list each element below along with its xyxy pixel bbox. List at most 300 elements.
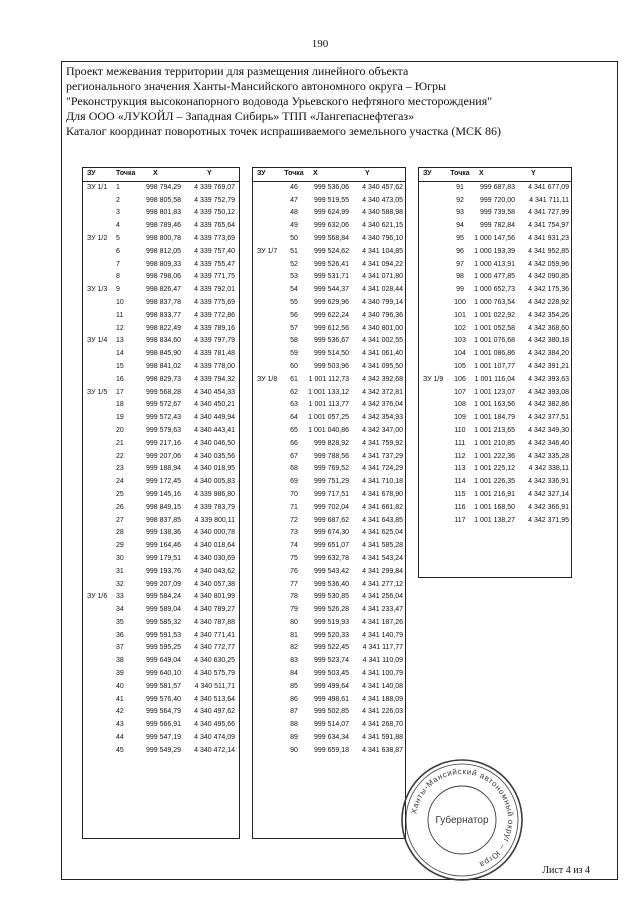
x-cell: 998 826,47 bbox=[145, 286, 181, 294]
table-row bbox=[83, 604, 239, 617]
table-row bbox=[253, 438, 405, 451]
x-cell: 1 001 052,58 bbox=[474, 324, 515, 332]
y-cell: 4 339 765,64 bbox=[194, 222, 235, 230]
x-cell: 999 522,45 bbox=[313, 644, 349, 652]
header-zone: ЗУ bbox=[423, 170, 432, 177]
y-cell: 4 340 030,69 bbox=[194, 554, 235, 562]
y-cell: 4 341 095,50 bbox=[362, 362, 403, 370]
table-row bbox=[253, 310, 405, 323]
table-row bbox=[253, 655, 405, 668]
y-cell: 4 339 789,16 bbox=[194, 324, 235, 332]
x-cell: 999 172,45 bbox=[145, 478, 181, 486]
x-cell: 999 188,94 bbox=[145, 465, 181, 473]
header-x: X bbox=[479, 170, 484, 177]
y-cell: 4 341 711,11 bbox=[529, 196, 569, 204]
point-cell: 111 bbox=[454, 439, 466, 447]
table-row bbox=[419, 489, 571, 502]
point-cell: 20 bbox=[116, 426, 124, 434]
table-row bbox=[83, 642, 239, 655]
x-cell: 998 841,02 bbox=[145, 362, 181, 370]
y-cell: 4 342 354,26 bbox=[528, 311, 569, 319]
table-row bbox=[83, 233, 239, 246]
table-row bbox=[253, 706, 405, 719]
point-cell: 74 bbox=[290, 542, 298, 550]
table-row bbox=[253, 387, 405, 400]
x-cell: 999 589,04 bbox=[145, 606, 181, 614]
table-row bbox=[83, 271, 239, 284]
y-cell: 4 341 724,29 bbox=[362, 465, 403, 473]
point-cell: 91 bbox=[456, 183, 464, 191]
y-cell: 4 340 057,38 bbox=[194, 580, 235, 588]
point-cell: 83 bbox=[290, 657, 298, 665]
coordinates-table-3 bbox=[418, 167, 572, 578]
table-row bbox=[253, 719, 405, 732]
point-cell: 64 bbox=[290, 414, 298, 422]
y-cell: 4 341 140,08 bbox=[362, 682, 403, 690]
point-cell: 43 bbox=[116, 721, 124, 729]
point-cell: 38 bbox=[116, 657, 124, 665]
table-row bbox=[83, 451, 239, 464]
table-row bbox=[253, 297, 405, 310]
point-cell: 21 bbox=[116, 439, 124, 447]
point-cell: 17 bbox=[116, 388, 124, 396]
point-cell: 88 bbox=[290, 721, 298, 729]
y-cell: 4 341 187,26 bbox=[362, 618, 403, 626]
point-cell: 16 bbox=[116, 375, 124, 383]
y-cell: 4 342 376,04 bbox=[362, 401, 403, 409]
x-cell: 999 526,41 bbox=[313, 260, 349, 268]
y-cell: 4 341 585,28 bbox=[362, 542, 403, 550]
point-cell: 47 bbox=[290, 196, 298, 204]
table-row bbox=[419, 502, 571, 515]
table-row bbox=[419, 246, 571, 259]
table-row bbox=[83, 566, 239, 579]
table-row bbox=[419, 361, 571, 374]
table-row bbox=[83, 706, 239, 719]
table-row bbox=[83, 527, 239, 540]
zone-cell: ЗУ 1/8 bbox=[257, 375, 278, 383]
x-cell: 999 547,19 bbox=[145, 734, 181, 742]
x-cell: 999 629,96 bbox=[313, 298, 349, 306]
table-row bbox=[253, 489, 405, 502]
table-row bbox=[83, 182, 239, 195]
point-cell: 87 bbox=[290, 708, 298, 716]
table-row bbox=[253, 732, 405, 745]
table-row bbox=[83, 387, 239, 400]
point-cell: 27 bbox=[116, 516, 124, 524]
point-cell: 51 bbox=[290, 247, 298, 255]
x-cell: 998 798,06 bbox=[145, 273, 181, 281]
point-cell: 77 bbox=[290, 580, 298, 588]
point-cell: 49 bbox=[290, 222, 298, 230]
header-zone: ЗУ bbox=[87, 170, 96, 177]
y-cell: 4 342 382,86 bbox=[528, 401, 569, 409]
point-cell: 100 bbox=[454, 298, 466, 306]
seal-arc-text: Ханты-Мансийский автономный округ – Югра bbox=[409, 766, 516, 870]
x-cell: 1 001 057,25 bbox=[308, 414, 349, 422]
point-cell: 52 bbox=[290, 260, 298, 268]
table-row bbox=[83, 719, 239, 732]
point-cell: 40 bbox=[116, 682, 124, 690]
table-row bbox=[253, 233, 405, 246]
x-cell: 1 001 226,35 bbox=[474, 478, 515, 486]
point-cell: 32 bbox=[116, 580, 124, 588]
point-cell: 42 bbox=[116, 708, 124, 716]
table-row bbox=[419, 220, 571, 233]
y-cell: 4 342 393,08 bbox=[528, 388, 569, 396]
y-cell: 4 342 327,14 bbox=[528, 490, 569, 498]
x-cell: 999 519,55 bbox=[313, 196, 349, 204]
point-cell: 30 bbox=[116, 554, 124, 562]
x-cell: 999 634,34 bbox=[313, 734, 349, 742]
y-cell: 4 340 046,50 bbox=[194, 439, 235, 447]
seal-center-text: Губернатор bbox=[435, 815, 489, 826]
table-row bbox=[83, 463, 239, 476]
x-cell: 999 499,64 bbox=[313, 682, 349, 690]
y-cell: 4 341 737,29 bbox=[362, 452, 403, 460]
table-row bbox=[419, 515, 571, 528]
y-cell: 4 342 392,68 bbox=[362, 375, 403, 383]
y-cell: 4 339 772,86 bbox=[194, 311, 235, 319]
y-cell: 4 340 630,25 bbox=[194, 657, 235, 665]
table-row bbox=[83, 259, 239, 272]
table-row bbox=[419, 425, 571, 438]
y-cell: 4 340 018,64 bbox=[194, 542, 235, 550]
table-row bbox=[83, 220, 239, 233]
coordinates-table-2 bbox=[252, 167, 406, 839]
y-cell: 4 339 781,48 bbox=[194, 350, 235, 358]
table-row bbox=[419, 335, 571, 348]
x-cell: 999 782,84 bbox=[479, 222, 515, 230]
y-cell: 4 340 588,98 bbox=[362, 209, 403, 217]
point-cell: 112 bbox=[454, 452, 466, 460]
table-row bbox=[253, 681, 405, 694]
y-cell: 4 341 233,47 bbox=[362, 606, 403, 614]
point-cell: 67 bbox=[290, 452, 298, 460]
x-cell: 998 809,33 bbox=[145, 260, 181, 268]
y-cell: 4 340 772,77 bbox=[194, 644, 235, 652]
y-cell: 4 341 117,77 bbox=[362, 644, 403, 652]
x-cell: 999 544,37 bbox=[313, 286, 349, 294]
x-cell: 999 503,45 bbox=[313, 670, 349, 678]
x-cell: 999 536,06 bbox=[313, 183, 349, 191]
table-row bbox=[419, 182, 571, 195]
y-cell: 4 341 002,55 bbox=[362, 337, 403, 345]
title-line: Каталог координат поворотных точек испрашиваемого земельного участка (МСК 86) bbox=[66, 124, 502, 138]
x-cell: 999 659,18 bbox=[313, 746, 349, 754]
point-cell: 116 bbox=[454, 503, 466, 511]
y-cell: 4 339 797,79 bbox=[194, 337, 235, 345]
x-cell: 998 800,78 bbox=[145, 234, 181, 242]
point-cell: 107 bbox=[454, 388, 466, 396]
table-row bbox=[253, 335, 405, 348]
x-cell: 999 828,92 bbox=[313, 439, 349, 447]
point-cell: 13 bbox=[116, 337, 124, 345]
y-cell: 4 340 449,94 bbox=[194, 414, 235, 422]
table-row bbox=[253, 246, 405, 259]
y-cell: 4 342 368,60 bbox=[528, 324, 569, 332]
table-row bbox=[83, 310, 239, 323]
point-cell: 66 bbox=[290, 439, 298, 447]
x-cell: 1 001 213,65 bbox=[474, 426, 515, 434]
point-cell: 95 bbox=[456, 234, 464, 242]
y-cell: 4 340 043,62 bbox=[194, 567, 235, 575]
table-row bbox=[83, 553, 239, 566]
x-cell: 1 000 413,91 bbox=[474, 260, 515, 268]
y-cell: 4 340 450,21 bbox=[194, 401, 235, 409]
title-line: Проект межевания территории для размещения линейного объекта bbox=[66, 64, 409, 78]
x-cell: 998 849,15 bbox=[145, 503, 181, 511]
y-cell: 4 341 591,88 bbox=[362, 734, 403, 742]
point-cell: 44 bbox=[116, 734, 124, 742]
x-cell: 998 837,85 bbox=[145, 516, 181, 524]
header-x: X bbox=[313, 170, 318, 177]
x-cell: 999 523,74 bbox=[313, 657, 349, 665]
x-cell: 999 217,16 bbox=[145, 439, 181, 447]
point-cell: 12 bbox=[116, 324, 124, 332]
point-cell: 114 bbox=[454, 478, 466, 486]
x-cell: 1 000 763,54 bbox=[474, 298, 515, 306]
y-cell: 4 339 783,79 bbox=[194, 503, 235, 511]
point-cell: 50 bbox=[290, 234, 298, 242]
official-seal bbox=[399, 757, 525, 883]
zone-cell: ЗУ 1/1 bbox=[87, 183, 108, 191]
title-line: Для ООО «ЛУКОЙЛ – Западная Сибирь» ТПП «Лангепаснефтегаз» bbox=[66, 109, 415, 123]
x-cell: 999 612,56 bbox=[313, 324, 349, 332]
table-row bbox=[253, 259, 405, 272]
point-cell: 29 bbox=[116, 542, 124, 550]
y-cell: 4 341 071,80 bbox=[362, 273, 403, 281]
point-cell: 80 bbox=[290, 618, 298, 626]
table-row bbox=[83, 681, 239, 694]
y-cell: 4 340 621,15 bbox=[362, 222, 403, 230]
x-cell: 1 001 210,85 bbox=[474, 439, 515, 447]
y-cell: 4 340 796,10 bbox=[362, 234, 403, 242]
table-row bbox=[83, 335, 239, 348]
table-row bbox=[253, 694, 405, 707]
x-cell: 999 717,51 bbox=[313, 490, 349, 498]
point-cell: 18 bbox=[116, 401, 124, 409]
y-cell: 4 341 110,09 bbox=[362, 657, 403, 665]
table-row bbox=[419, 399, 571, 412]
y-cell: 4 341 226,03 bbox=[362, 708, 403, 716]
table-row bbox=[253, 195, 405, 208]
y-cell: 4 341 931,23 bbox=[528, 234, 569, 242]
point-cell: 96 bbox=[456, 247, 464, 255]
table-row bbox=[419, 259, 571, 272]
y-cell: 4 340 513,64 bbox=[194, 695, 235, 703]
zone-cell: ЗУ 1/9 bbox=[423, 375, 444, 383]
table-row bbox=[253, 361, 405, 374]
y-cell: 4 340 473,05 bbox=[362, 196, 403, 204]
table-row bbox=[83, 540, 239, 553]
point-cell: 98 bbox=[456, 273, 464, 281]
y-cell: 4 342 377,51 bbox=[528, 414, 569, 422]
y-cell: 4 340 495,66 bbox=[194, 721, 235, 729]
y-cell: 4 341 028,44 bbox=[362, 286, 403, 294]
point-cell: 14 bbox=[116, 350, 124, 358]
y-cell: 4 339 986,80 bbox=[194, 490, 235, 498]
title-line: "Реконструкция высоконапорного водовода Урьевского нефтяного месторождения" bbox=[66, 94, 493, 108]
point-cell: 53 bbox=[290, 273, 298, 281]
coordinates-table-1 bbox=[82, 167, 240, 839]
x-cell: 999 138,36 bbox=[145, 529, 181, 537]
point-cell: 89 bbox=[290, 734, 298, 742]
x-cell: 1 001 138,27 bbox=[474, 516, 515, 524]
y-cell: 4 339 778,00 bbox=[194, 362, 235, 370]
x-cell: 1 001 086,86 bbox=[474, 350, 515, 358]
x-cell: 999 207,09 bbox=[145, 580, 181, 588]
x-cell: 1 001 022,92 bbox=[474, 311, 515, 319]
table-row bbox=[419, 207, 571, 220]
y-cell: 4 341 678,90 bbox=[362, 490, 403, 498]
x-cell: 999 145,16 bbox=[145, 490, 181, 498]
point-cell: 90 bbox=[290, 746, 298, 754]
y-cell: 4 342 336,91 bbox=[528, 478, 569, 486]
table-row bbox=[83, 374, 239, 387]
point-cell: 39 bbox=[116, 670, 124, 678]
document-title bbox=[66, 64, 611, 139]
table-row bbox=[419, 271, 571, 284]
point-cell: 94 bbox=[456, 222, 464, 230]
table-row bbox=[83, 412, 239, 425]
x-cell: 999 651,07 bbox=[313, 542, 349, 550]
point-cell: 61 bbox=[290, 375, 298, 383]
point-cell: 46 bbox=[290, 183, 298, 191]
y-cell: 4 340 000,78 bbox=[194, 529, 235, 537]
y-cell: 4 340 472,14 bbox=[194, 746, 235, 754]
x-cell: 999 193,76 bbox=[145, 567, 181, 575]
header-y: Y bbox=[531, 170, 536, 177]
y-cell: 4 342 228,92 bbox=[528, 298, 569, 306]
zone-cell: ЗУ 1/4 bbox=[87, 337, 108, 345]
table-row bbox=[253, 399, 405, 412]
point-cell: 11 bbox=[116, 311, 124, 319]
point-cell: 26 bbox=[116, 503, 124, 511]
x-cell: 999 584,24 bbox=[145, 593, 181, 601]
x-cell: 999 687,62 bbox=[313, 516, 349, 524]
y-cell: 4 339 771,75 bbox=[194, 273, 235, 281]
point-cell: 65 bbox=[290, 426, 298, 434]
point-cell: 99 bbox=[456, 286, 464, 294]
x-cell: 999 576,40 bbox=[145, 695, 181, 703]
table-row bbox=[419, 310, 571, 323]
x-cell: 999 520,33 bbox=[313, 631, 349, 639]
point-cell: 73 bbox=[290, 529, 298, 537]
x-cell: 999 674,30 bbox=[313, 529, 349, 537]
y-cell: 4 340 457,62 bbox=[362, 183, 403, 191]
table-row bbox=[253, 515, 405, 528]
x-cell: 999 591,53 bbox=[145, 631, 181, 639]
table-row bbox=[253, 271, 405, 284]
y-cell: 4 340 799,14 bbox=[362, 298, 403, 306]
y-cell: 4 340 575,79 bbox=[194, 670, 235, 678]
table-row bbox=[83, 630, 239, 643]
table-row bbox=[253, 425, 405, 438]
y-cell: 4 341 710,18 bbox=[362, 478, 403, 486]
point-cell: 23 bbox=[116, 465, 124, 473]
point-cell: 84 bbox=[290, 670, 298, 678]
y-cell: 4 342 175,36 bbox=[528, 286, 569, 294]
y-cell: 4 340 443,41 bbox=[194, 426, 235, 434]
x-cell: 999 179,51 bbox=[145, 554, 181, 562]
x-cell: 999 519,93 bbox=[313, 618, 349, 626]
x-cell: 999 632,78 bbox=[313, 554, 349, 562]
x-cell: 1 001 040,86 bbox=[308, 426, 349, 434]
y-cell: 4 340 474,09 bbox=[194, 734, 235, 742]
table-row bbox=[83, 732, 239, 745]
y-cell: 4 341 727,99 bbox=[528, 209, 569, 217]
point-cell: 75 bbox=[290, 554, 298, 562]
table-row bbox=[419, 348, 571, 361]
y-cell: 4 340 454,33 bbox=[194, 388, 235, 396]
point-cell: 86 bbox=[290, 695, 298, 703]
table-row bbox=[253, 745, 405, 758]
sheet-label: Лист 4 из 4 bbox=[542, 865, 590, 876]
point-cell: 3 bbox=[116, 209, 120, 217]
y-cell: 4 341 952,85 bbox=[528, 247, 569, 255]
x-cell: 999 514,50 bbox=[313, 350, 349, 358]
y-cell: 4 342 391,21 bbox=[528, 362, 569, 370]
y-cell: 4 342 354,93 bbox=[362, 414, 403, 422]
table-row bbox=[83, 438, 239, 451]
x-cell: 999 531,71 bbox=[313, 273, 349, 281]
table-row bbox=[83, 668, 239, 681]
x-cell: 999 572,67 bbox=[145, 401, 181, 409]
x-cell: 999 687,83 bbox=[479, 183, 515, 191]
y-cell: 4 341 677,09 bbox=[528, 183, 569, 191]
point-cell: 9 bbox=[116, 286, 120, 294]
point-cell: 22 bbox=[116, 452, 124, 460]
y-cell: 4 341 543,24 bbox=[362, 554, 403, 562]
x-cell: 1 001 184,79 bbox=[474, 414, 515, 422]
point-cell: 41 bbox=[116, 695, 124, 703]
table-row bbox=[83, 655, 239, 668]
point-cell: 54 bbox=[290, 286, 298, 294]
y-cell: 4 342 090,85 bbox=[528, 273, 569, 281]
point-cell: 63 bbox=[290, 401, 298, 409]
y-cell: 4 342 059,96 bbox=[528, 260, 569, 268]
point-cell: 45 bbox=[116, 746, 124, 754]
table-row bbox=[83, 591, 239, 604]
y-cell: 4 340 018,95 bbox=[194, 465, 235, 473]
table-row bbox=[253, 323, 405, 336]
y-cell: 4 341 625,04 bbox=[362, 529, 403, 537]
x-cell: 1 001 112,73 bbox=[308, 375, 349, 383]
x-cell: 1 001 225,12 bbox=[474, 465, 515, 473]
table-row bbox=[253, 579, 405, 592]
x-cell: 1 001 216,91 bbox=[474, 490, 515, 498]
table-row bbox=[419, 451, 571, 464]
zone-cell: ЗУ 1/2 bbox=[87, 234, 108, 242]
y-cell: 4 342 366,91 bbox=[528, 503, 569, 511]
x-cell: 1 000 147,56 bbox=[474, 234, 515, 242]
y-cell: 4 341 661,82 bbox=[362, 503, 403, 511]
point-cell: 19 bbox=[116, 414, 124, 422]
point-cell: 82 bbox=[290, 644, 298, 652]
y-cell: 4 339 800,11 bbox=[194, 516, 235, 524]
x-cell: 999 503,96 bbox=[313, 362, 349, 370]
x-cell: 1 001 168,50 bbox=[474, 503, 515, 511]
y-cell: 4 341 268,70 bbox=[362, 721, 403, 729]
x-cell: 999 502,85 bbox=[313, 708, 349, 716]
x-cell: 998 834,60 bbox=[145, 337, 181, 345]
point-cell: 85 bbox=[290, 682, 298, 690]
x-cell: 999 568,28 bbox=[145, 388, 181, 396]
x-cell: 999 720,00 bbox=[479, 196, 515, 204]
y-cell: 4 342 380,18 bbox=[528, 337, 569, 345]
y-cell: 4 341 256,04 bbox=[362, 593, 403, 601]
